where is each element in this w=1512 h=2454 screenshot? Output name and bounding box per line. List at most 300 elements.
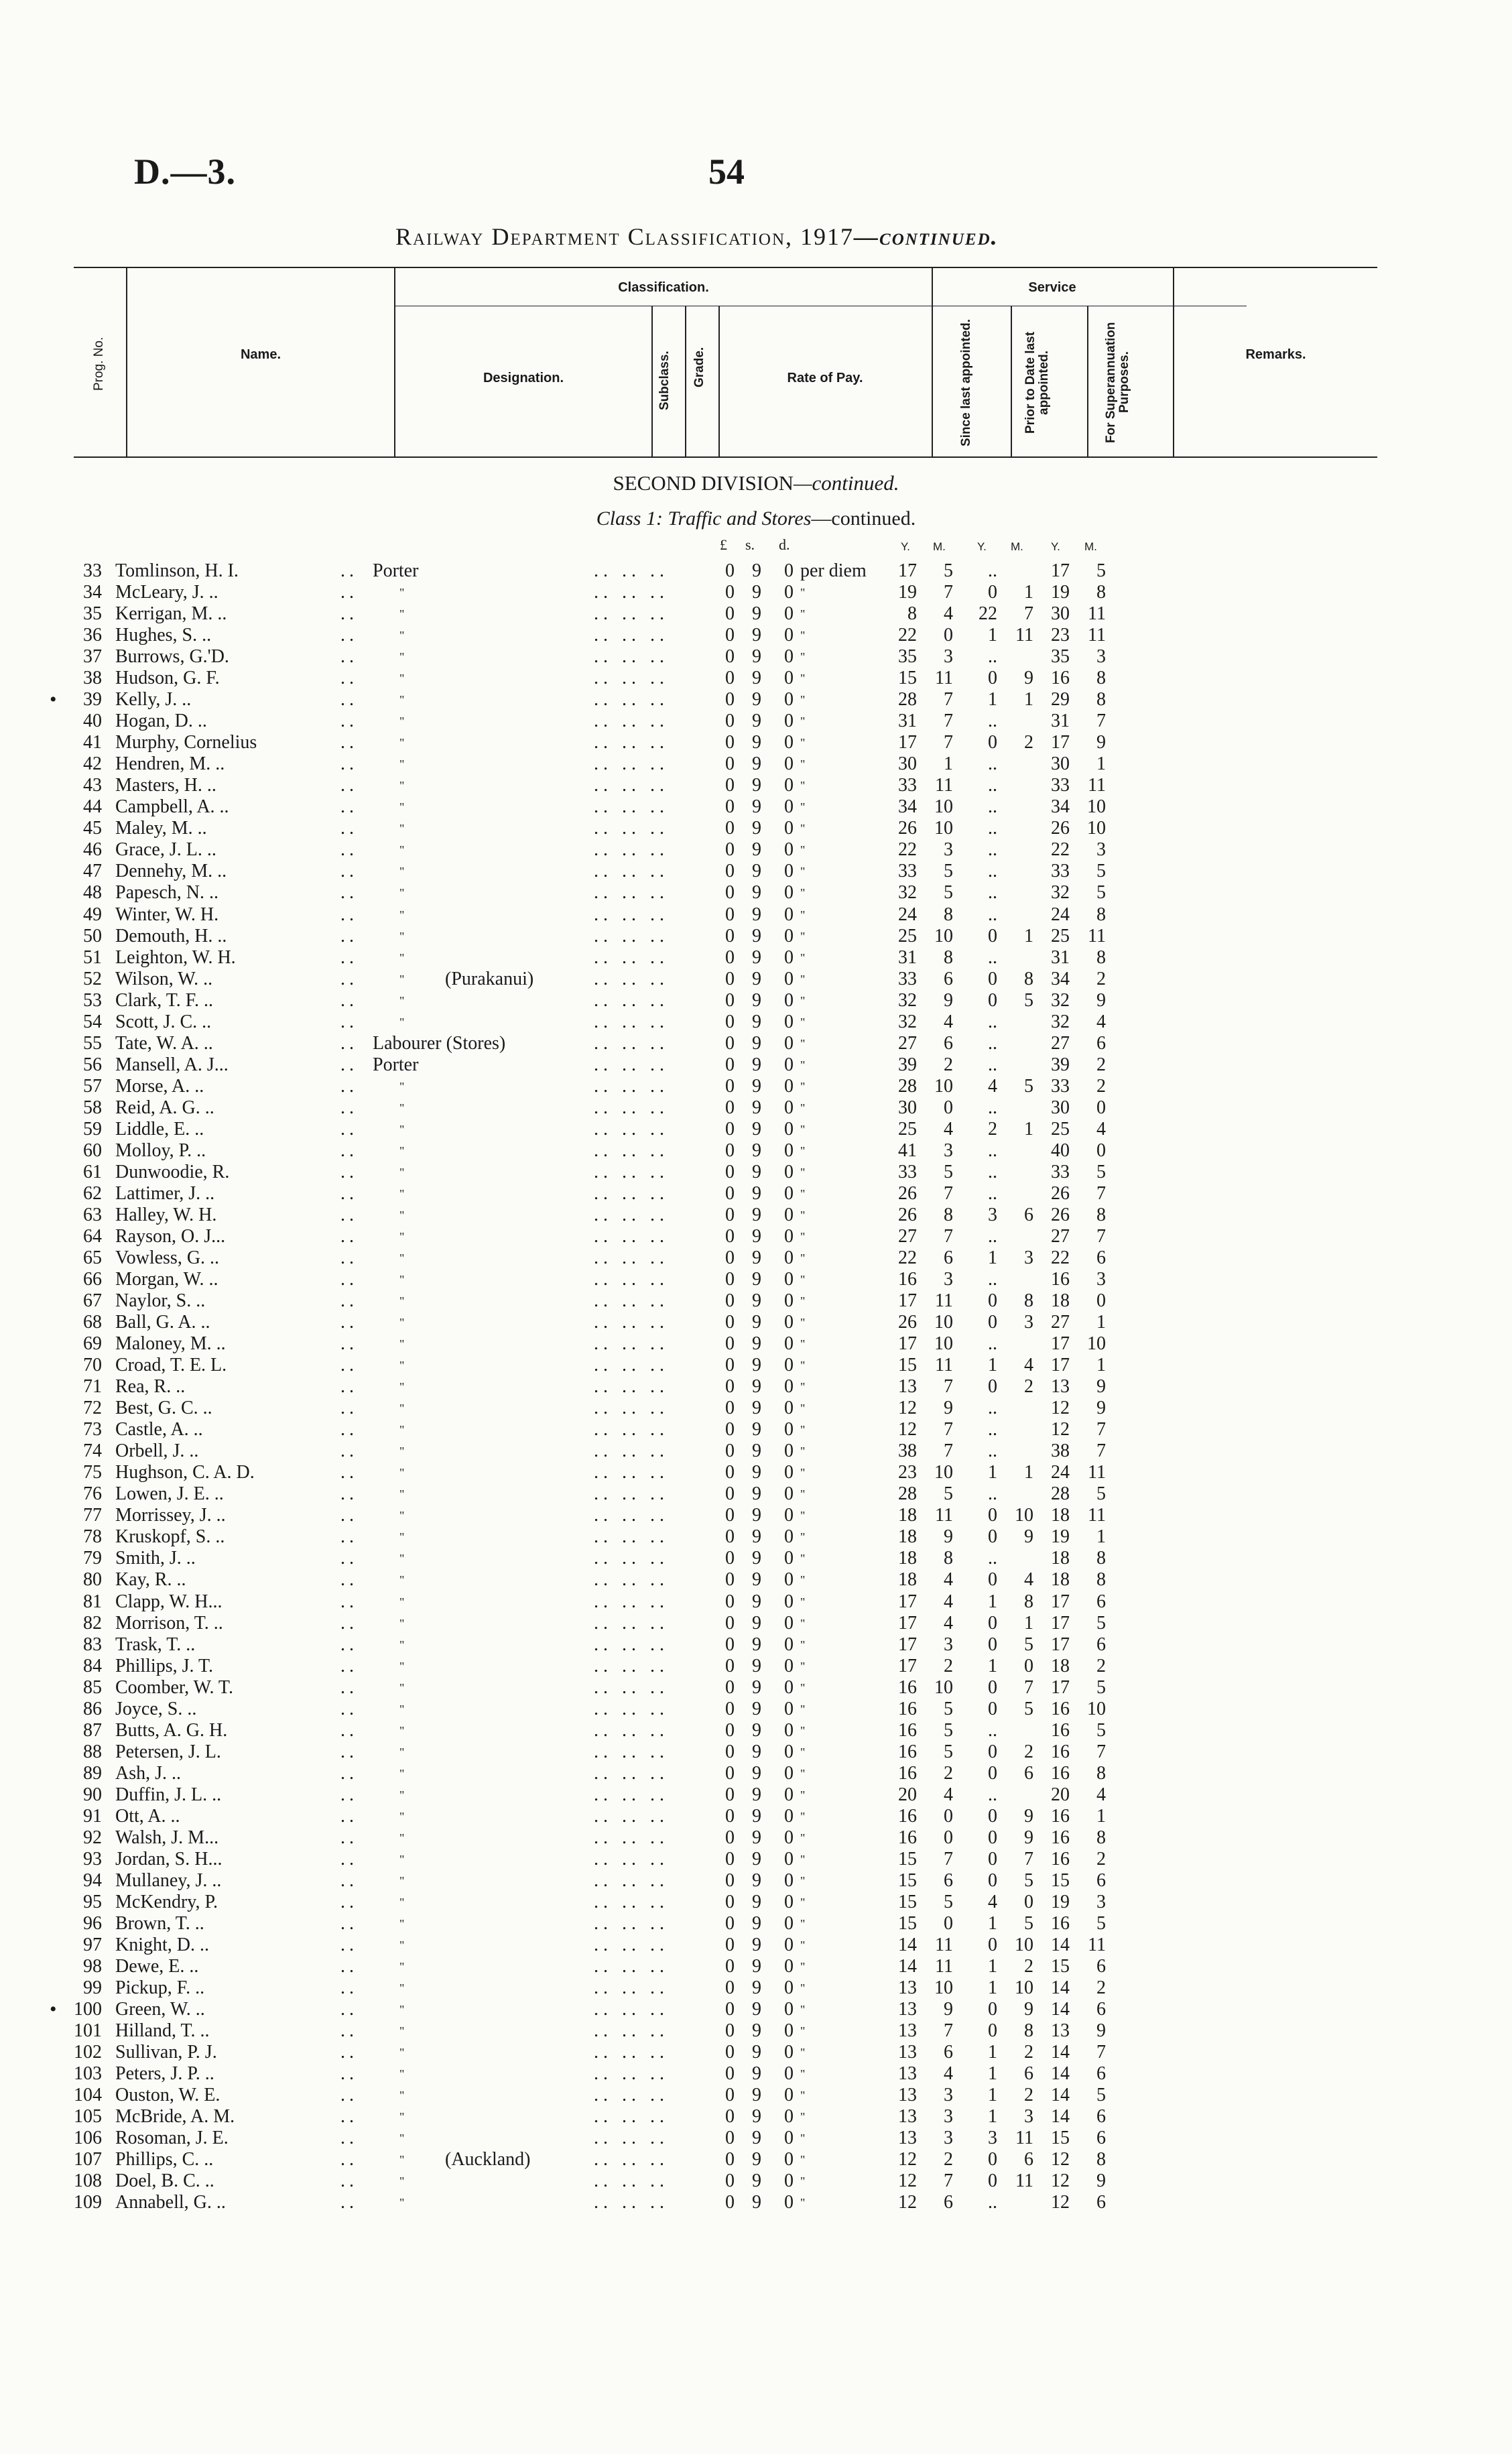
rate-period: " — [800, 1208, 806, 1222]
rate-pence: 0 — [784, 796, 794, 818]
since-years: 13 — [898, 2042, 917, 2063]
superannuation-months: 7 — [1096, 1182, 1106, 1204]
prior-years: 0 — [988, 668, 997, 689]
superannuation-years: 16 — [1051, 668, 1070, 689]
superannuation-years: 27 — [1051, 1032, 1070, 1054]
rate-period: " — [800, 1122, 806, 1136]
rate-shillings: 9 — [752, 1612, 761, 1634]
leader-dots: .. — [340, 861, 358, 882]
rate-period: " — [800, 1079, 806, 1093]
since-years: 15 — [898, 1869, 917, 1891]
superannuation-years: 14 — [1051, 2085, 1070, 2106]
leader-dots: .. — [340, 1462, 358, 1483]
rate-period: " — [800, 1766, 806, 1780]
rate-pence: 0 — [784, 1805, 794, 1827]
rate-period: " — [800, 2089, 806, 2103]
rate-shillings: 9 — [752, 1483, 761, 1505]
prior-months: 1 — [1024, 1462, 1033, 1483]
prior-years: 0 — [988, 925, 997, 946]
rate-period: " — [800, 1487, 806, 1501]
rate-pence: 0 — [784, 1891, 794, 1912]
leader-dots: .. — [340, 925, 358, 946]
leader-dots: .. .. .. — [594, 946, 669, 968]
superannuation-months: 7 — [1096, 1225, 1106, 1247]
prior-months: 10 — [1015, 1505, 1033, 1526]
rate-period: " — [800, 1359, 806, 1373]
leader-dots: .. — [340, 1333, 358, 1355]
superannuation-years: 22 — [1051, 839, 1070, 861]
rate-pence: 0 — [784, 946, 794, 968]
designation-ditto: " — [399, 607, 405, 621]
superannuation-months: 10 — [1087, 796, 1106, 818]
prior-months: 6 — [1024, 1762, 1033, 1784]
prog-no: 87 — [83, 1719, 102, 1741]
prog-no: 37 — [83, 646, 102, 668]
rate-pence: 0 — [784, 753, 794, 775]
employee-name: Phillips, J. T. — [115, 1655, 214, 1676]
superannuation-years: 18 — [1051, 1548, 1070, 1569]
section-title-continued: —continued. — [793, 471, 899, 495]
superannuation-years: 32 — [1051, 882, 1070, 904]
rate-period: " — [800, 650, 806, 664]
leader-dots: .. — [340, 1762, 358, 1784]
prog-no: 53 — [83, 989, 102, 1011]
designation-ditto: " — [399, 1939, 405, 1952]
leader-dots: .. — [340, 646, 358, 668]
since-years: 35 — [898, 646, 917, 668]
running-title-continued: —continued. — [854, 223, 999, 250]
superannuation-months: 7 — [1096, 1419, 1106, 1440]
prior-years: 4 — [988, 1075, 997, 1097]
rate-shillings: 9 — [752, 1182, 761, 1204]
rate-pence: 0 — [784, 582, 794, 603]
table-row — [0, 1140, 1512, 1162]
table-row — [0, 1548, 1512, 1569]
superannuation-years: 33 — [1051, 1161, 1070, 1182]
prior-months: 7 — [1024, 1676, 1033, 1698]
superannuation-months: 3 — [1096, 1269, 1106, 1290]
rate-pence: 0 — [784, 989, 794, 1011]
superannuation-months: 7 — [1096, 1440, 1106, 1462]
prior-months: 7 — [1024, 1848, 1033, 1869]
leader-dots: .. — [340, 1698, 358, 1719]
superannuation-years: 14 — [1051, 1999, 1070, 2020]
leader-dots: .. .. .. — [594, 2020, 669, 2042]
employee-name: Morse, A. .. — [115, 1075, 204, 1097]
designation-ditto: " — [399, 1316, 405, 1330]
leader-dots: .. — [340, 1355, 358, 1376]
prior-years: 0 — [988, 1290, 997, 1312]
rate-period: " — [800, 1337, 806, 1351]
rate-shillings: 9 — [752, 796, 761, 818]
rate-period: " — [800, 629, 806, 643]
employee-name: Knight, D. .. — [115, 1935, 209, 1955]
since-years: 28 — [898, 1483, 917, 1505]
leader-dots: .. — [340, 1956, 358, 1977]
prog-no: 36 — [83, 625, 102, 646]
table-row — [0, 2149, 1512, 2170]
rate-pounds: 0 — [725, 582, 735, 603]
leader-dots: .. — [340, 1118, 358, 1140]
rate-pounds: 0 — [725, 689, 735, 711]
prior-years: .. — [988, 818, 997, 839]
rate-pence: 0 — [784, 1054, 794, 1075]
since-months: 5 — [944, 1719, 953, 1741]
prior-years: 0 — [988, 1526, 997, 1548]
prior-months: 8 — [1024, 1591, 1033, 1612]
since-years: 41 — [898, 1140, 917, 1161]
employee-name: Liddle, E. .. — [115, 1118, 204, 1140]
rate-pence: 0 — [784, 2128, 794, 2149]
rate-shillings: 9 — [752, 2149, 761, 2170]
rate-period: " — [800, 822, 806, 836]
prior-years: .. — [988, 1398, 997, 1419]
rate-pence: 0 — [784, 1182, 794, 1204]
superannuation-years: 26 — [1051, 1182, 1070, 1204]
rate-shillings: 9 — [752, 1634, 761, 1655]
rate-shillings: 9 — [752, 711, 761, 732]
employee-name: Joyce, S. .. — [115, 1698, 197, 1719]
designation-ditto: " — [399, 1702, 405, 1716]
rate-shillings: 9 — [752, 1312, 761, 1333]
prior-years: .. — [988, 775, 997, 796]
table-row — [0, 1784, 1512, 1806]
leader-dots: .. — [340, 1784, 358, 1805]
since-years: 16 — [898, 1269, 917, 1290]
header-top-rule — [74, 267, 1377, 268]
superannuation-years: 12 — [1051, 1398, 1070, 1419]
rate-pounds: 0 — [725, 2170, 735, 2192]
superannuation-years: 32 — [1051, 989, 1070, 1011]
employee-name: Doel, B. C. .. — [115, 2170, 214, 2192]
rate-period: " — [800, 1445, 806, 1459]
rate-pounds: 0 — [725, 753, 735, 775]
superannuation-months: 5 — [1096, 1161, 1106, 1182]
superannuation-years: 12 — [1051, 1419, 1070, 1440]
rate-period: " — [800, 1981, 806, 1996]
superannuation-years: 24 — [1051, 1462, 1070, 1483]
employee-name: Masters, H. .. — [115, 775, 216, 796]
section-title-text: SECOND DIVISION — [613, 471, 794, 495]
designation-ditto: " — [399, 1445, 405, 1459]
since-years: 12 — [898, 2170, 917, 2192]
since-years: 38 — [898, 1440, 917, 1462]
designation-ditto: " — [399, 1616, 405, 1630]
prog-no: 43 — [83, 775, 102, 796]
prior-years: 0 — [988, 1762, 997, 1784]
leader-dots: .. .. .. — [594, 1999, 669, 2020]
rate-pounds: 0 — [725, 1612, 735, 1634]
table-row — [0, 1892, 1512, 1913]
table-row — [0, 1677, 1512, 1699]
leader-dots: .. — [340, 2128, 358, 2149]
leader-dots: .. — [340, 796, 358, 818]
since-months: 2 — [944, 2149, 953, 2170]
rate-period: per diem — [800, 560, 867, 581]
leader-dots: .. .. .. — [594, 1075, 669, 1097]
since-months: 10 — [934, 1977, 953, 1999]
since-months: 4 — [944, 2063, 953, 2085]
employee-name: Mansell, A. J... — [115, 1054, 229, 1075]
superannuation-months: 4 — [1096, 1118, 1106, 1140]
leader-dots: .. .. .. — [594, 711, 669, 732]
prog-no: 74 — [83, 1440, 102, 1462]
prior-months: 10 — [1015, 1935, 1033, 1955]
employee-name: Trask, T. .. — [115, 1634, 196, 1655]
since-years: 16 — [898, 1762, 917, 1784]
since-years: 32 — [898, 1011, 917, 1032]
employee-name: Reid, A. G. .. — [115, 1097, 214, 1118]
prog-no: 80 — [83, 1569, 102, 1591]
superannuation-years: 17 — [1051, 560, 1070, 581]
table-row — [0, 926, 1512, 947]
rate-pence: 0 — [784, 1612, 794, 1634]
since-months: 0 — [944, 1097, 953, 1118]
prog-no: 76 — [83, 1483, 102, 1505]
since-years: 22 — [898, 839, 917, 861]
leader-dots: .. — [340, 1891, 358, 1912]
rate-pence: 0 — [784, 1075, 794, 1097]
rate-pounds: 0 — [725, 1805, 735, 1827]
superannuation-years: 31 — [1051, 711, 1070, 732]
rate-pounds: 0 — [725, 2106, 735, 2128]
employee-name: Smith, J. .. — [115, 1548, 196, 1569]
superannuation-years: 31 — [1051, 946, 1070, 968]
table-row — [0, 1999, 1512, 2020]
leader-dots: .. .. .. — [594, 1698, 669, 1719]
since-months: 3 — [944, 1634, 953, 1655]
superannuation-months: 7 — [1096, 1741, 1106, 1762]
prior-months: 0 — [1024, 1891, 1033, 1912]
since-months: 2 — [944, 1762, 953, 1784]
since-months: 2 — [944, 1655, 953, 1676]
prior-months: 1 — [1024, 582, 1033, 603]
leader-dots: .. — [340, 2020, 358, 2042]
since-years: 17 — [898, 732, 917, 753]
designation-ditto: " — [399, 1659, 405, 1673]
leader-dots: .. .. .. — [594, 2149, 669, 2170]
superannuation-months: 5 — [1096, 1612, 1106, 1634]
table-row — [0, 1569, 1512, 1591]
table-row — [0, 1849, 1512, 1870]
since-months: 7 — [944, 1848, 953, 1869]
designation-ditto: " — [399, 1186, 405, 1201]
superannuation-months: 11 — [1088, 1462, 1106, 1483]
since-months: 6 — [944, 1869, 953, 1891]
rate-shillings: 9 — [752, 1999, 761, 2020]
rate-pounds: 0 — [725, 2020, 735, 2042]
since-months: 3 — [944, 2085, 953, 2106]
prog-no: 102 — [74, 2042, 102, 2063]
rate-period: " — [800, 972, 806, 986]
prog-no: 59 — [83, 1118, 102, 1140]
prior-months: 2 — [1024, 2085, 1033, 2106]
rate-pence: 0 — [784, 1591, 794, 1612]
table-row — [0, 2106, 1512, 2128]
header-designation: Designation. — [483, 371, 564, 385]
leader-dots: .. .. .. — [594, 1591, 669, 1612]
superannuation-months: 7 — [1096, 711, 1106, 732]
rate-shillings: 9 — [752, 1848, 761, 1869]
leader-dots: .. .. .. — [594, 1140, 669, 1161]
rate-pounds: 0 — [725, 904, 735, 925]
rate-shillings: 9 — [752, 1118, 761, 1140]
superannuation-years: 18 — [1051, 1505, 1070, 1526]
rate-pence: 0 — [784, 968, 794, 989]
rate-pounds: 0 — [725, 1548, 735, 1569]
prog-no: 47 — [83, 861, 102, 882]
superannuation-months: 11 — [1088, 603, 1106, 625]
prior-years: .. — [988, 1225, 997, 1247]
prog-no: 109 — [74, 2192, 102, 2213]
leader-dots: .. — [340, 1719, 358, 1741]
rate-pence: 0 — [784, 1762, 794, 1784]
prior-years: 0 — [988, 1676, 997, 1698]
designation-ditto: " — [399, 693, 405, 707]
rate-shillings: 9 — [752, 1891, 761, 1912]
prior-years: 1 — [988, 1247, 997, 1268]
superannuation-months: 8 — [1096, 946, 1106, 968]
leader-dots: .. — [340, 946, 358, 968]
rate-period: " — [800, 1895, 806, 1909]
employee-name: Morrissey, J. .. — [115, 1505, 226, 1526]
rate-pounds: 0 — [725, 1290, 735, 1312]
prog-no: 83 — [83, 1634, 102, 1655]
rate-shillings: 9 — [752, 1290, 761, 1312]
rate-shillings: 9 — [752, 1054, 761, 1075]
rate-shillings: 9 — [752, 1140, 761, 1161]
rate-pounds: 0 — [725, 1999, 735, 2020]
header-subclass: Subclass. — [657, 351, 672, 411]
since-years: 13 — [898, 1999, 917, 2020]
prior-years: 0 — [988, 582, 997, 603]
header-bottom-rule — [74, 456, 1377, 458]
rate-shillings: 9 — [752, 775, 761, 796]
designation-ditto: " — [399, 715, 405, 729]
prior-years: .. — [988, 1054, 997, 1075]
table-row — [0, 1870, 1512, 1892]
rate-period: " — [800, 1466, 806, 1480]
table-row — [0, 1247, 1512, 1269]
leader-dots: .. .. .. — [594, 1269, 669, 1290]
employee-name: Hughson, C. A. D. — [115, 1462, 255, 1483]
superannuation-years: 20 — [1051, 1784, 1070, 1805]
since-months: 11 — [935, 1290, 953, 1312]
designation-ditto: " — [399, 950, 405, 965]
superannuation-years: 34 — [1051, 796, 1070, 818]
prog-no: 78 — [83, 1526, 102, 1548]
leader-dots: .. .. .. — [594, 1869, 669, 1891]
prog-no: 106 — [74, 2128, 102, 2149]
leader-dots: .. .. .. — [594, 1805, 669, 1827]
table-row — [0, 1977, 1512, 1999]
superannuation-months: 6 — [1096, 1247, 1106, 1268]
leader-dots: .. .. .. — [594, 689, 669, 711]
rate-period: " — [800, 586, 806, 600]
employee-name: Ball, G. A. .. — [115, 1312, 210, 1333]
leader-dots: .. — [340, 1032, 358, 1054]
leader-dots: .. — [340, 1419, 358, 1440]
prior-years: 0 — [988, 1698, 997, 1719]
rate-pounds: 0 — [725, 732, 735, 753]
since-months: 7 — [944, 1419, 953, 1440]
rate-pence: 0 — [784, 1999, 794, 2020]
rate-pounds: 0 — [725, 1741, 735, 1762]
prior-months: 6 — [1024, 1204, 1033, 1225]
since-years: 13 — [898, 2020, 917, 2042]
prior-years: 0 — [988, 1634, 997, 1655]
prior-months: 11 — [1015, 625, 1033, 646]
superannuation-years: 16 — [1051, 1698, 1070, 1719]
rate-shillings: 9 — [752, 2042, 761, 2063]
designation-ditto: " — [399, 1874, 405, 1888]
leader-dots: .. .. .. — [594, 1784, 669, 1805]
since-years: 13 — [898, 1376, 917, 1398]
rate-period: " — [800, 1101, 806, 1115]
designation-text: Labourer (Stores) — [373, 1032, 506, 1054]
prior-months: 9 — [1024, 1526, 1033, 1548]
superannuation-years: 32 — [1051, 1011, 1070, 1032]
rate-pence: 0 — [784, 711, 794, 732]
superannuation-years: 30 — [1051, 753, 1070, 775]
prog-no: 105 — [74, 2106, 102, 2128]
since-months: 8 — [944, 904, 953, 925]
since-months: 10 — [934, 818, 953, 839]
rate-pence: 0 — [784, 1355, 794, 1376]
rate-period: " — [800, 1874, 806, 1888]
since-months: 10 — [934, 925, 953, 946]
leader-dots: .. .. .. — [594, 1204, 669, 1225]
row-mark: • — [50, 1998, 57, 2021]
rate-pence: 0 — [784, 861, 794, 882]
leader-dots: .. .. .. — [594, 1032, 669, 1054]
employee-name: Kruskopf, S. .. — [115, 1526, 225, 1548]
superannuation-months: 6 — [1096, 1999, 1106, 2020]
leader-dots: .. — [340, 1505, 358, 1526]
rate-pence: 0 — [784, 1204, 794, 1225]
col-rule — [1011, 306, 1012, 458]
rate-shillings: 9 — [752, 1762, 761, 1784]
leader-dots: .. .. .. — [594, 603, 669, 625]
prior-months: 9 — [1024, 1827, 1033, 1848]
table-row — [0, 1699, 1512, 1720]
leader-dots: .. .. .. — [594, 1333, 669, 1355]
table-row — [0, 1440, 1512, 1462]
leader-dots: .. — [340, 1204, 358, 1225]
rate-shillings: 9 — [752, 861, 761, 882]
rate-pence: 0 — [784, 1269, 794, 1290]
prior-months: 8 — [1024, 2020, 1033, 2042]
superannuation-months: 0 — [1096, 1290, 1106, 1312]
rate-pence: 0 — [784, 1548, 794, 1569]
rate-pence: 0 — [784, 1719, 794, 1741]
designation-ditto: " — [399, 1251, 405, 1265]
rate-pence: 0 — [784, 1161, 794, 1182]
rate-period: " — [800, 1036, 806, 1050]
since-years: 26 — [898, 1312, 917, 1333]
designation-ditto: " — [399, 1015, 405, 1029]
employee-name: McBride, A. M. — [115, 2106, 235, 2128]
since-months: 2 — [944, 1054, 953, 1075]
rate-pounds: 0 — [725, 1762, 735, 1784]
superannuation-years: 17 — [1051, 1333, 1070, 1355]
prior-months: 2 — [1024, 1376, 1033, 1398]
superannuation-months: 9 — [1096, 1398, 1106, 1419]
rate-pence: 0 — [784, 2170, 794, 2192]
leader-dots: .. .. .. — [594, 882, 669, 904]
table-row — [0, 1355, 1512, 1376]
rate-shillings: 9 — [752, 2106, 761, 2128]
